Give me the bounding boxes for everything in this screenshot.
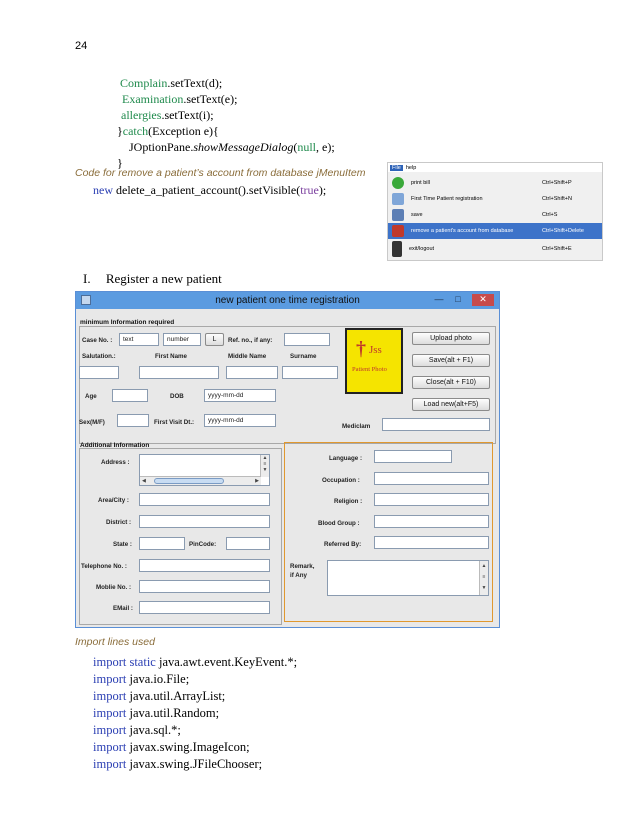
l-button[interactable]: L xyxy=(205,333,224,346)
section-heading xyxy=(83,271,222,287)
remark-label-line: Remark, xyxy=(290,563,315,570)
age-input[interactable] xyxy=(112,389,148,402)
ref-label: Ref. no., if any: xyxy=(228,337,273,344)
menu-item-label: remove a patient's account from database xyxy=(411,228,514,234)
code-token: showMessageDialog xyxy=(193,140,294,154)
surname-label: Surname xyxy=(290,353,317,360)
pincode-input[interactable] xyxy=(226,537,270,550)
photo-caption: Patient Photo xyxy=(352,366,387,373)
occupation-input[interactable] xyxy=(374,472,489,485)
code-token: ( xyxy=(293,140,298,154)
address-textarea[interactable] xyxy=(139,454,270,486)
menu-item-shortcut: Ctrl+Shift+E xyxy=(542,246,572,252)
address-label: Address : xyxy=(101,459,130,466)
menu-item-shortcut: Ctrl+Shift+P xyxy=(542,180,572,186)
menu-item-print-bill[interactable] xyxy=(388,175,602,191)
menu-item-shortcut: Ctrl+Shift+N xyxy=(542,196,572,202)
telephone-label: Telephone No. : xyxy=(81,563,127,570)
vertical-scrollbar[interactable]: ▲ ≡ ▼ xyxy=(260,455,269,477)
code-token: import xyxy=(93,706,127,720)
patient-photo[interactable] xyxy=(345,328,403,394)
email-label: EMail : xyxy=(113,605,133,612)
state-label: State : xyxy=(113,541,132,548)
code-token: .setText(d); xyxy=(167,76,223,90)
code-token: Examination xyxy=(122,92,184,106)
sex-input[interactable] xyxy=(117,414,149,427)
photo-logo-text: Jss xyxy=(369,344,382,356)
telephone-input[interactable] xyxy=(139,559,270,572)
file-menu-screenshot xyxy=(387,162,603,261)
menu-item-label: print bill xyxy=(411,180,430,186)
code-token: import xyxy=(93,757,127,771)
menu-item-label: First Time Patient registration xyxy=(411,196,483,202)
middle-name-input[interactable] xyxy=(226,366,278,379)
code-token: delete_a_patient_account().setVisible( xyxy=(113,183,301,197)
print-icon xyxy=(392,177,404,189)
menu-bar xyxy=(388,163,602,172)
ref-input[interactable] xyxy=(284,333,330,346)
scroll-right-icon[interactable]: ▶ xyxy=(255,478,259,484)
registration-window xyxy=(75,291,500,628)
jss-logo-icon: † xyxy=(356,338,366,360)
number-input[interactable]: number xyxy=(163,333,201,346)
exit-icon xyxy=(392,241,402,257)
menu-item-shortcut: Ctrl+S xyxy=(542,212,558,218)
code-line xyxy=(116,108,335,122)
menu-item-first-time-registration[interactable] xyxy=(388,191,602,207)
first-name-label: First Name xyxy=(155,353,187,360)
code-token: JOptionPane. xyxy=(129,140,194,154)
menu-item-remove-patient[interactable] xyxy=(388,223,602,239)
horizontal-scrollbar[interactable] xyxy=(140,476,261,485)
blood-group-label: Blood Group : xyxy=(318,520,360,527)
code-block xyxy=(116,76,335,170)
menu-item-label: save xyxy=(411,212,423,218)
occupation-label: Occupation : xyxy=(322,477,360,484)
code-token: java.util.ArrayList; xyxy=(126,689,226,703)
additional-info-title: Additional Information xyxy=(80,442,150,449)
remark-textarea[interactable] xyxy=(327,560,489,596)
code-token: catch xyxy=(122,124,149,138)
code-token: new xyxy=(93,183,113,197)
religion-input[interactable] xyxy=(374,493,489,506)
maximize-button[interactable]: □ xyxy=(455,294,461,304)
code-line xyxy=(116,76,335,90)
scroll-thumb[interactable] xyxy=(154,478,224,484)
remark-label xyxy=(290,562,314,580)
first-name-input[interactable] xyxy=(139,366,219,379)
area-city-label: Area/City : xyxy=(98,497,129,504)
first-visit-label: First Visit Dt.: xyxy=(154,419,195,426)
referred-by-label: Referred By: xyxy=(324,541,362,548)
code-token: ); xyxy=(318,183,327,197)
sex-label: Sex(M/F) xyxy=(79,419,105,426)
page-number: 24 xyxy=(75,40,88,52)
import-line xyxy=(93,672,297,689)
menu-help[interactable]: help xyxy=(405,164,417,171)
import-line xyxy=(93,740,297,757)
code-token: java.sql.*; xyxy=(126,723,181,737)
mediclam-label: Mediclam xyxy=(342,423,371,430)
minimum-info-title: minimum Information required xyxy=(80,319,175,326)
code-token: Complain xyxy=(120,76,168,90)
import-line xyxy=(93,689,297,706)
vertical-scrollbar[interactable]: ▲ ≡ ▼ xyxy=(479,561,488,595)
code-token: java.awt.event.KeyEvent.*; xyxy=(155,655,298,669)
section-title: Register a new patient xyxy=(105,271,222,286)
close-button[interactable]: ✕ xyxy=(472,294,494,306)
menu-item-exit[interactable] xyxy=(388,239,602,259)
code-token: , e); xyxy=(316,140,335,154)
mediclam-input[interactable] xyxy=(382,418,490,431)
minimize-button[interactable]: — xyxy=(434,294,444,304)
code-token: (Exception e){ xyxy=(148,124,219,138)
import-line xyxy=(93,706,297,723)
salutation-input[interactable] xyxy=(79,366,119,379)
middle-name-label: Middle Name xyxy=(228,353,267,360)
caption-imports: Import lines used xyxy=(75,636,155,648)
email-input[interactable] xyxy=(139,601,270,614)
code-token: .setText(i); xyxy=(161,108,214,122)
code-token: null xyxy=(297,140,317,154)
window-titlebar xyxy=(76,292,499,309)
salutation-label: Salutation.: xyxy=(82,353,116,360)
district-input[interactable] xyxy=(139,515,270,528)
close-form-button[interactable]: Close(alt + F10) xyxy=(412,376,490,389)
import-block xyxy=(93,655,297,774)
surname-input[interactable] xyxy=(282,366,338,379)
import-line xyxy=(93,723,297,740)
first-visit-input[interactable]: yyyy-mm-dd xyxy=(204,414,276,427)
menu-file[interactable]: File xyxy=(392,164,401,171)
state-input[interactable] xyxy=(139,537,185,550)
district-label: District : xyxy=(106,519,132,526)
code-token: allergies xyxy=(121,108,162,122)
case-no-input[interactable]: text xyxy=(119,333,159,346)
dob-label: DOB xyxy=(170,393,184,400)
code-line-set-visible xyxy=(93,183,326,197)
save-button[interactable]: Save(alt + F1) xyxy=(412,354,490,367)
scroll-left-icon[interactable]: ◀ xyxy=(142,478,146,484)
code-token: java.util.Random; xyxy=(126,706,220,720)
window-title: new patient one time registration xyxy=(215,295,360,306)
code-line xyxy=(116,92,335,106)
section-number: I. xyxy=(83,271,91,286)
menu-item-shortcut: Ctrl+Shift+Delete xyxy=(542,228,584,234)
code-token: import xyxy=(93,689,127,703)
import-line xyxy=(93,757,297,774)
menu-item-label: exit/logout xyxy=(409,246,435,252)
caption-menuitem-code: Code for remove a patient’s account from database jMenuItem xyxy=(75,167,366,179)
code-token: import static xyxy=(93,655,156,669)
code-token: import xyxy=(93,723,127,737)
age-label: Age xyxy=(85,393,97,400)
language-label: Language : xyxy=(329,455,363,462)
code-token: true xyxy=(300,183,319,197)
case-no-label: Case No. : xyxy=(82,337,113,344)
code-token: javax.swing.ImageIcon; xyxy=(126,740,250,754)
import-line xyxy=(93,655,297,672)
code-line xyxy=(116,140,335,154)
remark-label-line: if Any xyxy=(290,572,307,579)
code-token: } xyxy=(117,124,123,138)
code-token: .setText(e); xyxy=(183,92,238,106)
register-icon xyxy=(392,193,404,205)
mobile-label: Moblie No. : xyxy=(96,584,132,591)
mobile-input[interactable] xyxy=(139,580,270,593)
code-token: java.io.File; xyxy=(126,672,190,686)
remove-user-icon xyxy=(392,225,404,237)
referred-by-input[interactable] xyxy=(374,536,489,549)
dob-input[interactable]: yyyy-mm-dd xyxy=(204,389,276,402)
code-token: import xyxy=(93,672,127,686)
load-new-button[interactable]: Load new(alt+F5) xyxy=(412,398,490,411)
code-line xyxy=(116,124,335,138)
language-input[interactable] xyxy=(374,450,452,463)
upload-photo-button[interactable]: Upload photo xyxy=(412,332,490,345)
code-token: import xyxy=(93,740,127,754)
code-token: } xyxy=(117,156,123,170)
save-icon xyxy=(392,209,404,221)
code-token: javax.swing.JFileChooser; xyxy=(126,757,263,771)
blood-group-input[interactable] xyxy=(374,515,489,528)
pincode-label: PinCode: xyxy=(189,541,217,548)
area-city-input[interactable] xyxy=(139,493,270,506)
menu-item-save[interactable] xyxy=(388,207,602,223)
religion-label: Religion : xyxy=(334,498,363,505)
